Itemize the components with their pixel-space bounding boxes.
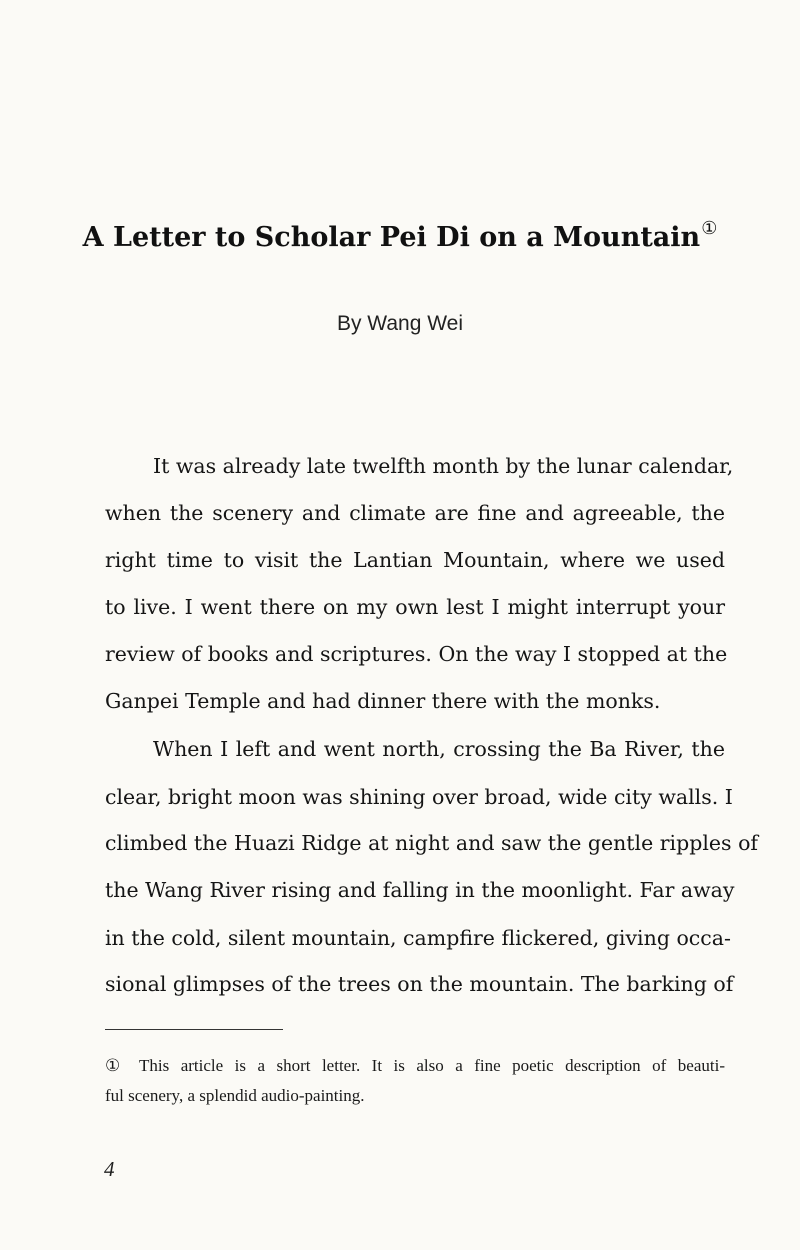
body-line: When I left and went north, crossing the Ba River, the — [153, 737, 725, 761]
body-line: It was already late twelfth month by the lunar calendar, — [153, 454, 734, 478]
body-line: in the cold, silent mountain, campfire flickered, giving occa- — [105, 926, 731, 950]
body-line: to live. I went there on my own lest I might interrupt your — [105, 595, 725, 619]
title-footnote-marker: ① — [701, 218, 718, 239]
footnote-divider — [105, 1029, 283, 1030]
body-line: review of books and scriptures. On the way I stopped at the — [105, 642, 728, 666]
footnote-marker: ① — [105, 1056, 121, 1075]
chapter-title-text: A Letter to Scholar Pei Di on a Mountain — [82, 222, 701, 253]
body-line: sional glimpses of the trees on the mountain. The barking of — [105, 972, 734, 996]
body-line: Ganpei Temple and had dinner there with the monks. — [105, 689, 661, 713]
body-line: the Wang River rising and falling in the moonlight. Far away — [105, 878, 735, 902]
footnote-line — [105, 1055, 725, 1077]
chapter-title — [0, 218, 800, 253]
footnote-line: ful scenery, a splendid audio-painting. — [105, 1086, 365, 1105]
body-line: clear, bright moon was shining over broad, wide city walls. I — [105, 785, 733, 809]
footnote-text: This article is a short letter. It is also a fine poetic description of beauti- — [139, 1056, 725, 1075]
body-line: right time to visit the Lantian Mountain, where we used — [105, 548, 725, 572]
author-byline: By Wang Wei — [336, 312, 464, 335]
body-line: when the scenery and climate are fine and agreeable, the — [105, 501, 725, 525]
body-line: climbed the Huazi Ridge at night and saw the gentle ripples of — [105, 831, 759, 855]
page-number: 4 — [104, 1157, 115, 1181]
